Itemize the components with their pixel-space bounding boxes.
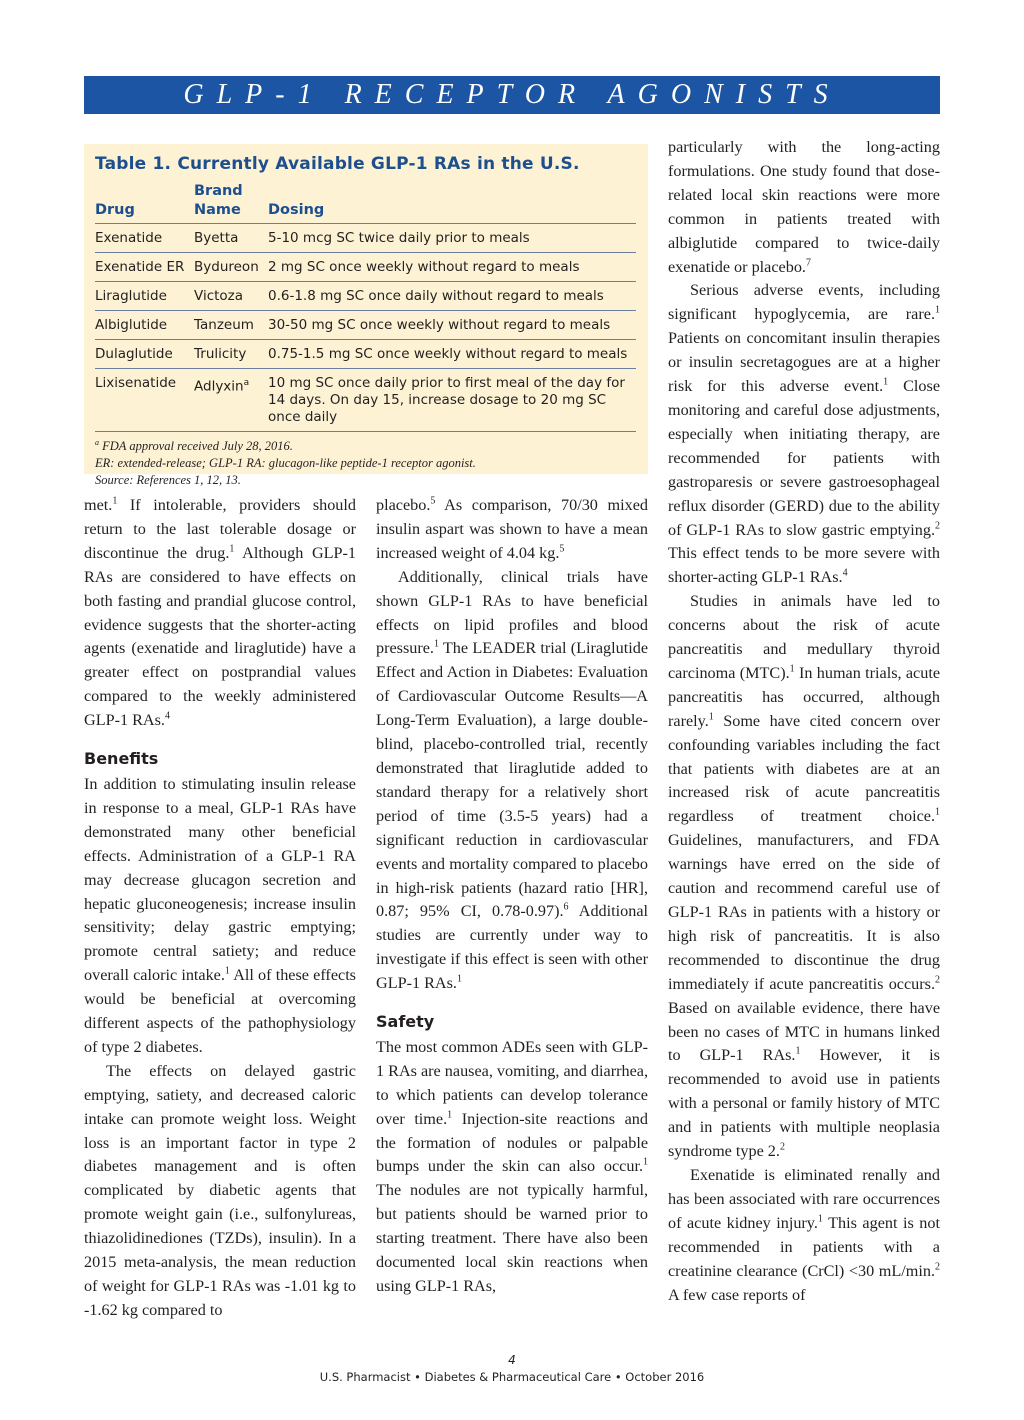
brand-cell: Byetta (194, 224, 268, 253)
dosing-cell: 5-10 mcg SC twice daily prior to meals (268, 224, 636, 253)
dosing-cell: 30-50 mg SC once weekly without regard to meals (268, 311, 636, 340)
table-notes (95, 434, 637, 489)
citation-ref: 1 (789, 663, 795, 675)
citation-ref: 1 (224, 965, 230, 977)
header-dosing: Dosing (268, 182, 636, 224)
citation-ref: 4 (164, 710, 170, 722)
dosing-cell: 0.75-1.5 mg SC once weekly without regard to meals (268, 340, 636, 369)
page-number: 4 (508, 1353, 516, 1367)
citation-ref: 1 (112, 495, 118, 507)
citation-ref: 7 (805, 257, 811, 269)
glp1-table (95, 182, 636, 432)
table-source: Source: References 1, 12, 13. (95, 473, 241, 488)
table-abbreviations: ER: extended-release; GLP-1 RA: glucagon-like peptide-1 receptor agonist. (95, 456, 476, 471)
section-banner (84, 76, 940, 114)
table-row (95, 311, 636, 340)
citation-ref: 2 (779, 1141, 785, 1153)
table-row (95, 340, 636, 369)
table-row (95, 369, 636, 432)
citation-ref: 5 (559, 543, 565, 555)
publication-footer: U.S. Pharmacist • Diabetes & Pharmaceutical Care • October 2016 (319, 1370, 705, 1384)
citation-ref: 1 (447, 1109, 453, 1121)
citation-ref: 5 (430, 495, 436, 507)
dosing-cell: 10 mg SC once daily prior to first meal of the day for 14 days. On day 15, increase dosage to 20 mg SC once daily (268, 369, 636, 432)
citation-ref: 2 (935, 974, 940, 986)
benefits-heading: Benefits (84, 749, 159, 769)
table-row (95, 224, 636, 253)
glp1-table-box (84, 144, 648, 488)
table-header-row (95, 182, 636, 224)
citation-ref: 6 (563, 902, 569, 914)
paragraph: Exenatide is eliminated renally and has been associated with rare occurrences of acute kidney injury.$^1$ This agent is not recommended in patients with a creatinine clearance (CrCl) <30 mL/min.$^2$ A few case reports of (668, 1165, 940, 1304)
paragraph: Additionally, clinical trials have shown GLP-1 RAs to have beneficial effects on lipid profiles and blood pressure.$^1$ The LEADER trial (Liraglutide Effect and Action in Diabetes: Evaluation of Cardiovascular Outcome Results—A Long-Term Evaluation), a large double-blind, placebo-controlled trial, recently demonstrated that liraglutide added to standard therapy for a relatively short period of time (3.5-5 years) had a significant reduction in cardiovascular events and mortality compared to placebo in high-risk patients (hazard ratio [HR], 0.87; 95% CI, 0.78-0.97).$^6$ Additional studies are currently under way to investigate if this effect is seen with other GLP-1 RAs.$^1$ (376, 567, 648, 993)
drug-cell: Liraglutide (95, 282, 194, 311)
paragraph: particularly with the long-acting formulations. One study found that dose-related local skin reactions were more common in patients treated with albiglutide compared to twice-daily exenatide or placebo.$^7$ (668, 138, 940, 276)
dosing-cell: 2 mg SC once weekly without regard to meals (268, 253, 636, 282)
paragraph: In addition to stimulating insulin release in response to a meal, GLP-1 RAs have demonstrated many other beneficial effects. Administration of a GLP-1 RA may decrease glucagon secretion and hepatic gluconeogenesis; increase insulin sensitivity; delay gastric emptying; promote central satiety; and reduce overall caloric intake.$^1$ All of these effects would be beneficial at overcoming different aspects of the pathophysiology of type 2 diabetes. (84, 774, 356, 1056)
brand-cell: Bydureon (194, 253, 268, 282)
paragraph: The most common ADEs seen with GLP-1 RAs are nausea, vomiting, and diarrhea, to which patients can develop tolerance over time.$^1$ Injection-site reactions and the formation of nodules or palpable bumps under the skin can also occur.$^1$ The nodules are not typically harmful, but patients should be warned prior to starting treatment. There have also been documented local skin reactions when using GLP-1 RAs, (376, 1037, 648, 1295)
safety-heading: Safety (376, 1012, 435, 1032)
drug-cell: Exenatide ER (95, 253, 194, 282)
citation-ref: 1 (643, 1157, 648, 1169)
header-brand: Brand Name (194, 182, 268, 224)
paragraph: The effects on delayed gastric emptying, satiety, and decreased caloric intake can promote weight loss. Weight loss is an important factor in type 2 diabetes management and is often complicated by diabetic agents that promote weight gain (i.e., sulfonylureas, thiazolidinediones (TZDs), insulin). In a 2015 meta-analysis, the mean reduction of weight for GLP-1 RAs was -1.01 kg to -1.62 kg compared to (84, 1061, 356, 1319)
citation-ref: 1 (883, 376, 889, 388)
paragraph: met.$^1$ If intolerable, providers should return to the last tolerable dosage or discontinue the drug.$^1$ Although GLP-1 RAs are considered to have effects on both fasting and prandial glucose control, evidence suggests that the shorter-acting agents (exenatide and liraglutide) have a greater effect on postprandial values compared to the weekly administered GLP-1 RAs.$^4$ (84, 495, 357, 730)
table-footnote: $^a$ FDA approval received July 28, 2016. (95, 438, 293, 454)
table-row (95, 253, 636, 282)
article-column-1 (84, 494, 356, 1323)
citation-ref: 1 (229, 543, 235, 555)
article-column-2 (376, 494, 648, 1299)
citation-ref: 1 (456, 973, 462, 985)
brand-cell: Victoza (194, 282, 268, 311)
citation-ref: 4 (842, 567, 848, 579)
header-drug: Drug (95, 182, 194, 224)
table-title: Table 1. Currently Available GLP-1 RAs in the U.S. (95, 154, 580, 174)
citation-ref: 1 (795, 1046, 801, 1058)
banner-title: GLP-1 RECEPTOR AGONISTS (183, 79, 841, 110)
brand-cell: Adlyxin$^a$ (194, 369, 268, 432)
citation-ref: 1 (708, 711, 714, 723)
paragraph: Serious adverse events, including significant hypoglycemia, are rare.$^1$ Patients on concomitant insulin therapies or insulin secretagogues are at a higher risk for this adverse event.$^1$ Close monitoring and careful dose adjustments, especially when initiating therapy, are recommended for patients with gastroparesis or severe gastroesophageal reflux disorder (GERD) due to the ability of GLP-1 RAs to slow gastric emptying.$^2$ This effect tends to be more severe with shorter-acting GLP-1 RAs.$^4$ (668, 281, 941, 587)
brand-cell: Tanzeum (194, 311, 268, 340)
citation-ref: 1 (935, 806, 940, 818)
drug-cell: Exenatide (95, 224, 194, 253)
paragraph: Studies in animals have led to concerns about the risk of acute pancreatitis and medullary thyroid carcinoma (MTC).$^1$ In human trials, acute pancreatitis has occurred, although rarely.$^1$ Some have cited concern over confounding variables including the fact that patients with diabetes are at an increased risk of acute pancreatitis regardless of treatment choice.$^1$ Guidelines, manufacturers, and FDA warnings have erred on the side of caution and recommend careful use of GLP-1 RAs in patients with a history or high risk of pancreatitis. It is also recommended to discontinue the drug immediately if acute pancreatitis occurs.$^2$ Based on available evidence, there have been no cases of MTC in humans linked to GLP-1 RAs.$^1$ However, it is recommended to avoid use in patients with a personal or family history of MTC and in patients with multiple neoplasia syndrome type 2.$^2$ (668, 592, 941, 1161)
citation-ref: 2 (935, 520, 940, 532)
citation-ref: 1 (433, 639, 439, 651)
citation-ref: 1 (935, 304, 940, 316)
citation-ref: 1 (817, 1213, 823, 1225)
drug-cell: Albiglutide (95, 311, 194, 340)
drug-cell: Dulaglutide (95, 340, 194, 369)
citation-ref: 2 (935, 1261, 940, 1273)
table-row (95, 282, 636, 311)
paragraph: placebo.$^5$ As comparison, 70/30 mixed insulin aspart was shown to have a mean increased weight of 4.04 kg.$^5$ (376, 495, 648, 562)
drug-cell: Lixisenatide (95, 369, 194, 432)
brand-cell: Trulicity (194, 340, 268, 369)
article-column-3 (668, 136, 940, 1307)
dosing-cell: 0.6-1.8 mg SC once daily without regard to meals (268, 282, 636, 311)
